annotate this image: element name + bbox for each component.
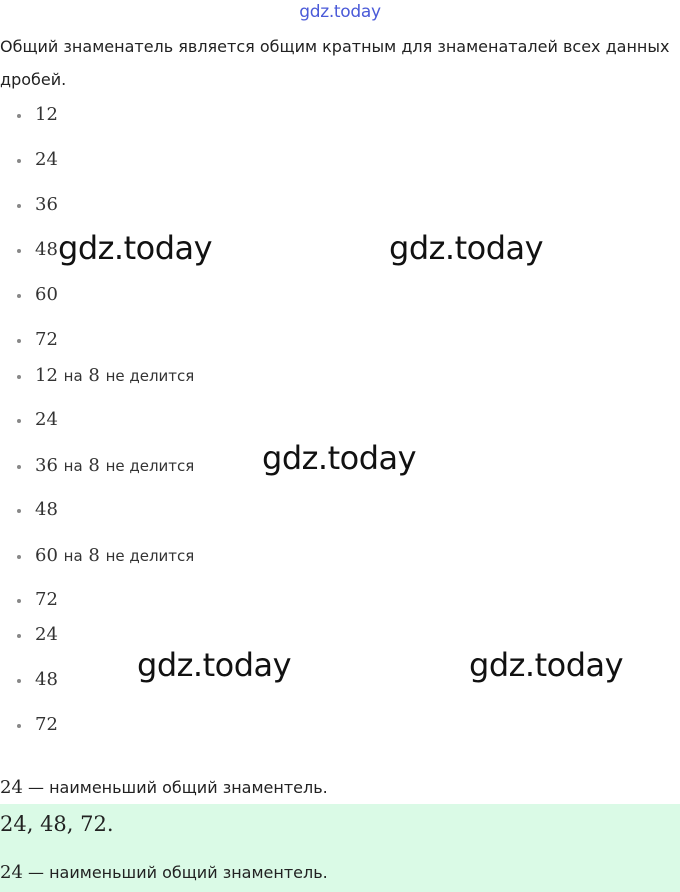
list-item-content <box>35 544 194 568</box>
list-item <box>0 713 400 737</box>
bullet-icon <box>17 599 21 603</box>
conclusion-number: 24 <box>0 777 23 798</box>
list-item-value: 72 <box>35 714 58 735</box>
bullet-icon <box>17 509 21 513</box>
list-item-value: 72 <box>35 329 58 350</box>
list-item-value: 36 <box>35 455 58 476</box>
divisor: 8 <box>88 455 100 476</box>
list-item <box>0 148 400 172</box>
watermark: gdz.today <box>58 229 213 267</box>
list-item-value: 36 <box>35 194 58 215</box>
note-prefix: на <box>63 367 83 385</box>
list-item-value: 24 <box>35 409 58 430</box>
list-item-value: 24 <box>35 624 58 645</box>
list-item-value: 12 <box>35 104 58 125</box>
list-item <box>0 283 400 307</box>
watermark: gdz.today <box>262 439 417 477</box>
bullet-icon <box>17 724 21 728</box>
list-item-value: 24 <box>35 149 58 170</box>
answer-number: 24 <box>0 862 23 883</box>
list-item-value: 48 <box>35 499 58 520</box>
answer-values: 24, 48, 72. <box>0 812 114 836</box>
bullet-icon <box>17 114 21 118</box>
bullet-icon <box>17 159 21 163</box>
list-item-value: 48 <box>35 239 58 260</box>
bullet-icon <box>17 339 21 343</box>
list-item <box>0 498 400 522</box>
watermark: gdz.today <box>389 229 544 267</box>
list-item-value: 48 <box>35 669 58 690</box>
list-item-content <box>35 454 194 478</box>
conclusion-text: — наименьший общий знаментель. <box>28 778 328 797</box>
list-item-value: 60 <box>35 545 58 566</box>
divisor: 8 <box>88 545 100 566</box>
conclusion-line <box>0 777 328 798</box>
answer-line <box>0 862 328 883</box>
bullet-icon <box>17 679 21 683</box>
bullet-icon <box>17 555 21 559</box>
list-item-value: 72 <box>35 589 58 610</box>
note-prefix: на <box>63 457 83 475</box>
note-suffix: не делится <box>105 367 195 385</box>
list-item <box>0 193 400 217</box>
note-suffix: не делится <box>105 457 195 475</box>
answer-text: — наименьший общий знаментель. <box>28 863 328 882</box>
bullet-icon <box>17 375 21 379</box>
list-item <box>0 544 400 568</box>
list-item-content <box>35 364 194 388</box>
list-item-value: 12 <box>35 365 58 386</box>
list-item <box>0 364 400 388</box>
list-item <box>0 103 400 127</box>
bullet-icon <box>17 294 21 298</box>
list-item-value: 60 <box>35 284 58 305</box>
list-item <box>0 588 400 612</box>
bullet-icon <box>17 419 21 423</box>
bullet-icon <box>17 249 21 253</box>
watermark: gdz.today <box>137 646 292 684</box>
intro-paragraph: Общий знаменатель является общим кратным для знаменаталей всех данных дробей. <box>0 37 670 89</box>
bullet-icon <box>17 465 21 469</box>
list-item <box>0 328 400 352</box>
divisor: 8 <box>88 365 100 386</box>
list-item <box>0 623 400 647</box>
list-item <box>0 408 400 432</box>
answer-box <box>0 804 680 892</box>
bullet-icon <box>17 204 21 208</box>
watermark: gdz.today <box>469 646 624 684</box>
note-prefix: на <box>63 547 83 565</box>
note-suffix: не делится <box>105 547 195 565</box>
site-header-logo[interactable]: gdz.today <box>299 2 381 22</box>
bullet-icon <box>17 634 21 638</box>
